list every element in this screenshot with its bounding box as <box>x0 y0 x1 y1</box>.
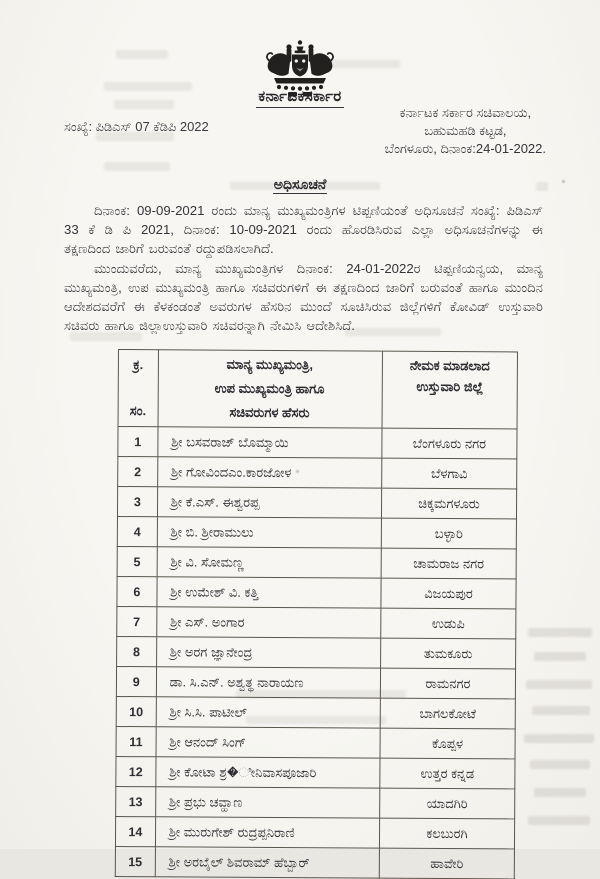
address-line-date: ಬೆಂಗಳೂರು, ದಿನಾಂಕ:24-01-2022. <box>384 141 546 156</box>
ministers-districts-table <box>115 349 518 879</box>
cell-minister-name: ಶ್ರೀ ಬಿ. ಶ್ರೀರಾಮುಲು <box>157 517 381 548</box>
cell-minister-name: ಶ್ರೀ ಕೋಟಾ ಶ್ರ�ೀನಿವಾಸಪೂಜಾರಿ <box>156 757 380 788</box>
cell-serial-number: 4 <box>117 516 157 546</box>
bleedthrough-artifact <box>534 652 586 661</box>
cell-district: ಬೆಳಗಾವಿ <box>382 458 517 489</box>
cell-district: ಉತ್ತರ ಕನ್ನಡ <box>380 758 515 789</box>
notification-heading: ಅಧಿಸೂಚನೆ <box>273 176 327 192</box>
cell-district: ಯಾದಗಿರಿ <box>380 788 515 819</box>
table-row <box>117 636 516 668</box>
cell-district: ಬಾಗಲಕೋಟೆ <box>380 698 515 729</box>
notification-paragraph-2: ಮುಂದುವರೆದು, ಮಾನ್ಯ ಮುಖ್ಯಮಂತ್ರಿಗಳ ದಿನಾಂಕ: 24-01-2022ರ ಟಿಪ್ಪಣಿಯನ್ವಯ, ಮಾನ್ಯ ಮುಖ್ಯಮಂತ್ರಿ, ಉಪ ಮುಖ್ಯಮಂತ್ರಿ ಹಾಗೂ ಸಚಿವರುಗಳಿಗೆ ಈ ತಕ್ಷಣದಿಂದ ಜಾರಿಗೆ ಬರುವಂತೆ ಹಾಗೂ ಮುಂದಿನ ಆದೇಶದವರೆಗೆ ಈ ಕೆಳಕಂಡಂತೆ ಅವರುಗಳ ಹೆಸರಿನ ಮುಂದೆ ಸೂಚಿಸಿರುವ ಜಿಲ್ಲೆಗಳಿಗೆ ಕೋವಿಡ್ ಉಸ್ತುವಾರಿ ಸಚಿವರು ಹಾಗೂ ಜಿಲ್ಲಾಉಸ್ತುವಾರಿ ಸಚಿವರನ್ನಾಗಿ ನೇಮಿಸಿ ಆದೇಶಿಸಿದೆ. <box>64 261 543 333</box>
notification-paragraph-1: ದಿನಾಂಕ: 09-09-2021 ರಂದು ಮಾನ್ಯ ಮುಖ್ಯಮಂತ್ರಿಗಳ ಟಿಪ್ಪಣಿಯಂತೆ ಅಧಿಸೂಚನೆ ಸಂಖ್ಯೆ: ಪಿಡಿಎಸ್ 33 ಕೆ ಡಿ ಪಿ 2021, ದಿನಾಂಕ: 10-09-2021 ರಂದು ಹೊರಡಿಸಿರುವ ಎಲ್ಲಾ ಅಧಿಸೂಚನೆಗಳನ್ನು ಈ ತಕ್ಷಣದಿಂದ ಜಾರಿಗೆ ಬರುವಂತೆ ರದ್ದುಪಡಿಸಲಾಗಿದೆ. <box>64 203 543 256</box>
cell-minister-name: ಶ್ರೀ ಪ್ರಭು ಚವ್ಹಾಣ <box>155 787 379 818</box>
cell-minister-name: ಶ್ರೀ ಕೆ.ಎಸ್. ಈಶ್ವರಪ್ಪ <box>157 487 381 518</box>
cell-serial-number: 3 <box>117 487 157 517</box>
cell-serial-number: 10 <box>116 696 156 726</box>
table-row <box>118 457 517 489</box>
cell-serial-number: 9 <box>116 666 156 696</box>
bleedthrough-artifact <box>534 788 586 797</box>
cell-serial-number: 2 <box>118 457 158 487</box>
cell-serial-number: 8 <box>117 636 157 666</box>
cell-serial-number: 13 <box>116 786 156 816</box>
header-assigned-district <box>382 351 518 429</box>
table-row <box>118 427 517 459</box>
header-text: ನೇಮಕ ಮಾಡಲಾದ <box>409 357 490 374</box>
header-text: ಮಾನ್ಯ ಮುಖ್ಯಮಂತ್ರಿ, <box>226 356 314 373</box>
bleedthrough-artifact <box>524 734 594 743</box>
address-line: ಬಹುಮಹಡಿ ಕಟ್ಟಡ, <box>424 123 507 138</box>
cell-minister-name: ಶ್ರೀ ಗೋವಿಂದಎಂ.ಕಾರಜೋಳ <box>157 457 381 488</box>
government-title: ಕರ್ನಾಟಕಸರ್ಕಾರ <box>0 88 600 105</box>
bleedthrough-artifact <box>104 162 170 171</box>
cell-minister-name: ಡಾ. ಸಿ.ಎನ್. ಅಶ್ವತ್ಥ ನಾರಾಯಣ <box>156 667 380 698</box>
cell-minister-name: ಶ್ರೀ ಮುರುಗೇಶ್ ರುದ್ರಪ್ಪನಿರಾಣಿ <box>155 817 379 848</box>
table-row <box>117 576 516 608</box>
cell-district: ಬೆಂಗಳೂರು ನಗರ <box>382 428 517 459</box>
cell-district: ವಿಜಯಪುರ <box>381 578 516 609</box>
header-serial-number <box>118 350 158 427</box>
cell-minister-name: ಶ್ರೀ ಬಸವರಾಜ್ ಬೊಮ್ಮಾಯಿ <box>158 427 382 458</box>
cell-serial-number: 1 <box>118 427 158 457</box>
cell-district: ರಾಮನಗರ <box>380 668 515 699</box>
header-text: ಸಚಿವರುಗಳ ಹೆಸರು <box>229 404 310 421</box>
cell-minister-name: ಶ್ರೀ ಆನಂದ್ ಸಿಂಗ್ <box>156 727 380 758</box>
cell-district: ಚಾಮರಾಜ ನಗರ <box>381 548 516 579</box>
cell-district: ತುಮಕೂರು <box>381 638 516 669</box>
cell-minister-name: ಶ್ರೀ ಎಸ್. ಅಂಗಾರ <box>156 607 380 638</box>
header-text: ಸಂ. <box>129 403 147 419</box>
bleedthrough-artifact <box>530 760 590 769</box>
cell-minister-name: ಶ್ರೀ ಉಮೇಶ್ ವಿ. ಕತ್ತಿ <box>157 577 381 608</box>
address-line: ಕರ್ನಾಟಕ ಸರ್ಕಾರ ಸಚಿವಾಲಯ, <box>399 105 532 120</box>
table-row <box>117 606 516 638</box>
bleedthrough-artifact <box>532 706 590 715</box>
cell-serial-number: 15 <box>115 846 155 876</box>
ministers-table-body <box>115 427 517 879</box>
table-row <box>116 786 515 818</box>
cell-minister-name: ಶ್ರೀ ಸಿ.ಸಿ. ಪಾಟೀಲ್ <box>156 697 380 728</box>
reference-number: ಸಂಖ್ಯೆ: ಪಿಡಿಎಸ್ 07 ಕೆಡಿಪಿ 2022 <box>64 119 209 134</box>
table-row <box>116 726 515 758</box>
table-row <box>116 696 515 728</box>
cell-district: ಚಿಕ್ಕಮಗಳೂರು <box>381 488 516 519</box>
table-row <box>117 546 516 578</box>
cell-serial-number: 7 <box>117 606 157 636</box>
cell-district: ಉಡುಪಿ <box>381 608 516 639</box>
cell-district: ಬಳ್ಳಾರಿ <box>381 518 516 549</box>
table-row <box>116 666 515 698</box>
table-header <box>118 350 517 429</box>
cell-serial-number: 14 <box>115 816 155 846</box>
header-text: ಉಪ ಮುಖ್ಯಮಂತ್ರಿ ಹಾಗೂ <box>214 380 325 397</box>
table-row <box>117 487 516 519</box>
cell-district: ಕಲಬುರಗಿ <box>379 818 514 849</box>
table-row <box>115 816 514 848</box>
header-minister-name <box>158 350 383 428</box>
cell-serial-number: 6 <box>117 576 157 606</box>
bleedthrough-artifact <box>528 816 590 825</box>
table-row <box>115 846 514 878</box>
bleedthrough-artifact <box>528 628 592 637</box>
bleedthrough-artifact <box>526 680 592 689</box>
cell-serial-number: 5 <box>117 546 157 576</box>
header-text: ಉಸ್ತುವಾರಿ ಜಿಲ್ಲೆ <box>416 378 484 395</box>
table-header-row <box>118 350 517 429</box>
cell-district: ಕೊಪ್ಪಳ <box>380 728 515 759</box>
secretariat-address <box>385 104 546 158</box>
cell-minister-name: ಶ್ರೀ ಅರಬೈಲ್ ಶಿವರಾಮ್ ಹೆಬ್ಬಾರ್ <box>155 847 379 878</box>
table-row <box>116 756 515 788</box>
header-text: ಕ್ರ. <box>133 357 144 373</box>
cell-district: ಹಾವೇರಿ <box>379 848 514 879</box>
cell-minister-name: ಶ್ರೀ ವಿ. ಸೋಮಣ್ಣ <box>157 547 381 578</box>
cell-serial-number: 12 <box>116 756 156 786</box>
cell-serial-number: 11 <box>116 726 156 756</box>
table-row <box>117 516 516 548</box>
cell-minister-name: ಶ್ರೀ ಅರಗ ಜ್ಞಾನೇಂದ್ರ <box>156 637 380 668</box>
